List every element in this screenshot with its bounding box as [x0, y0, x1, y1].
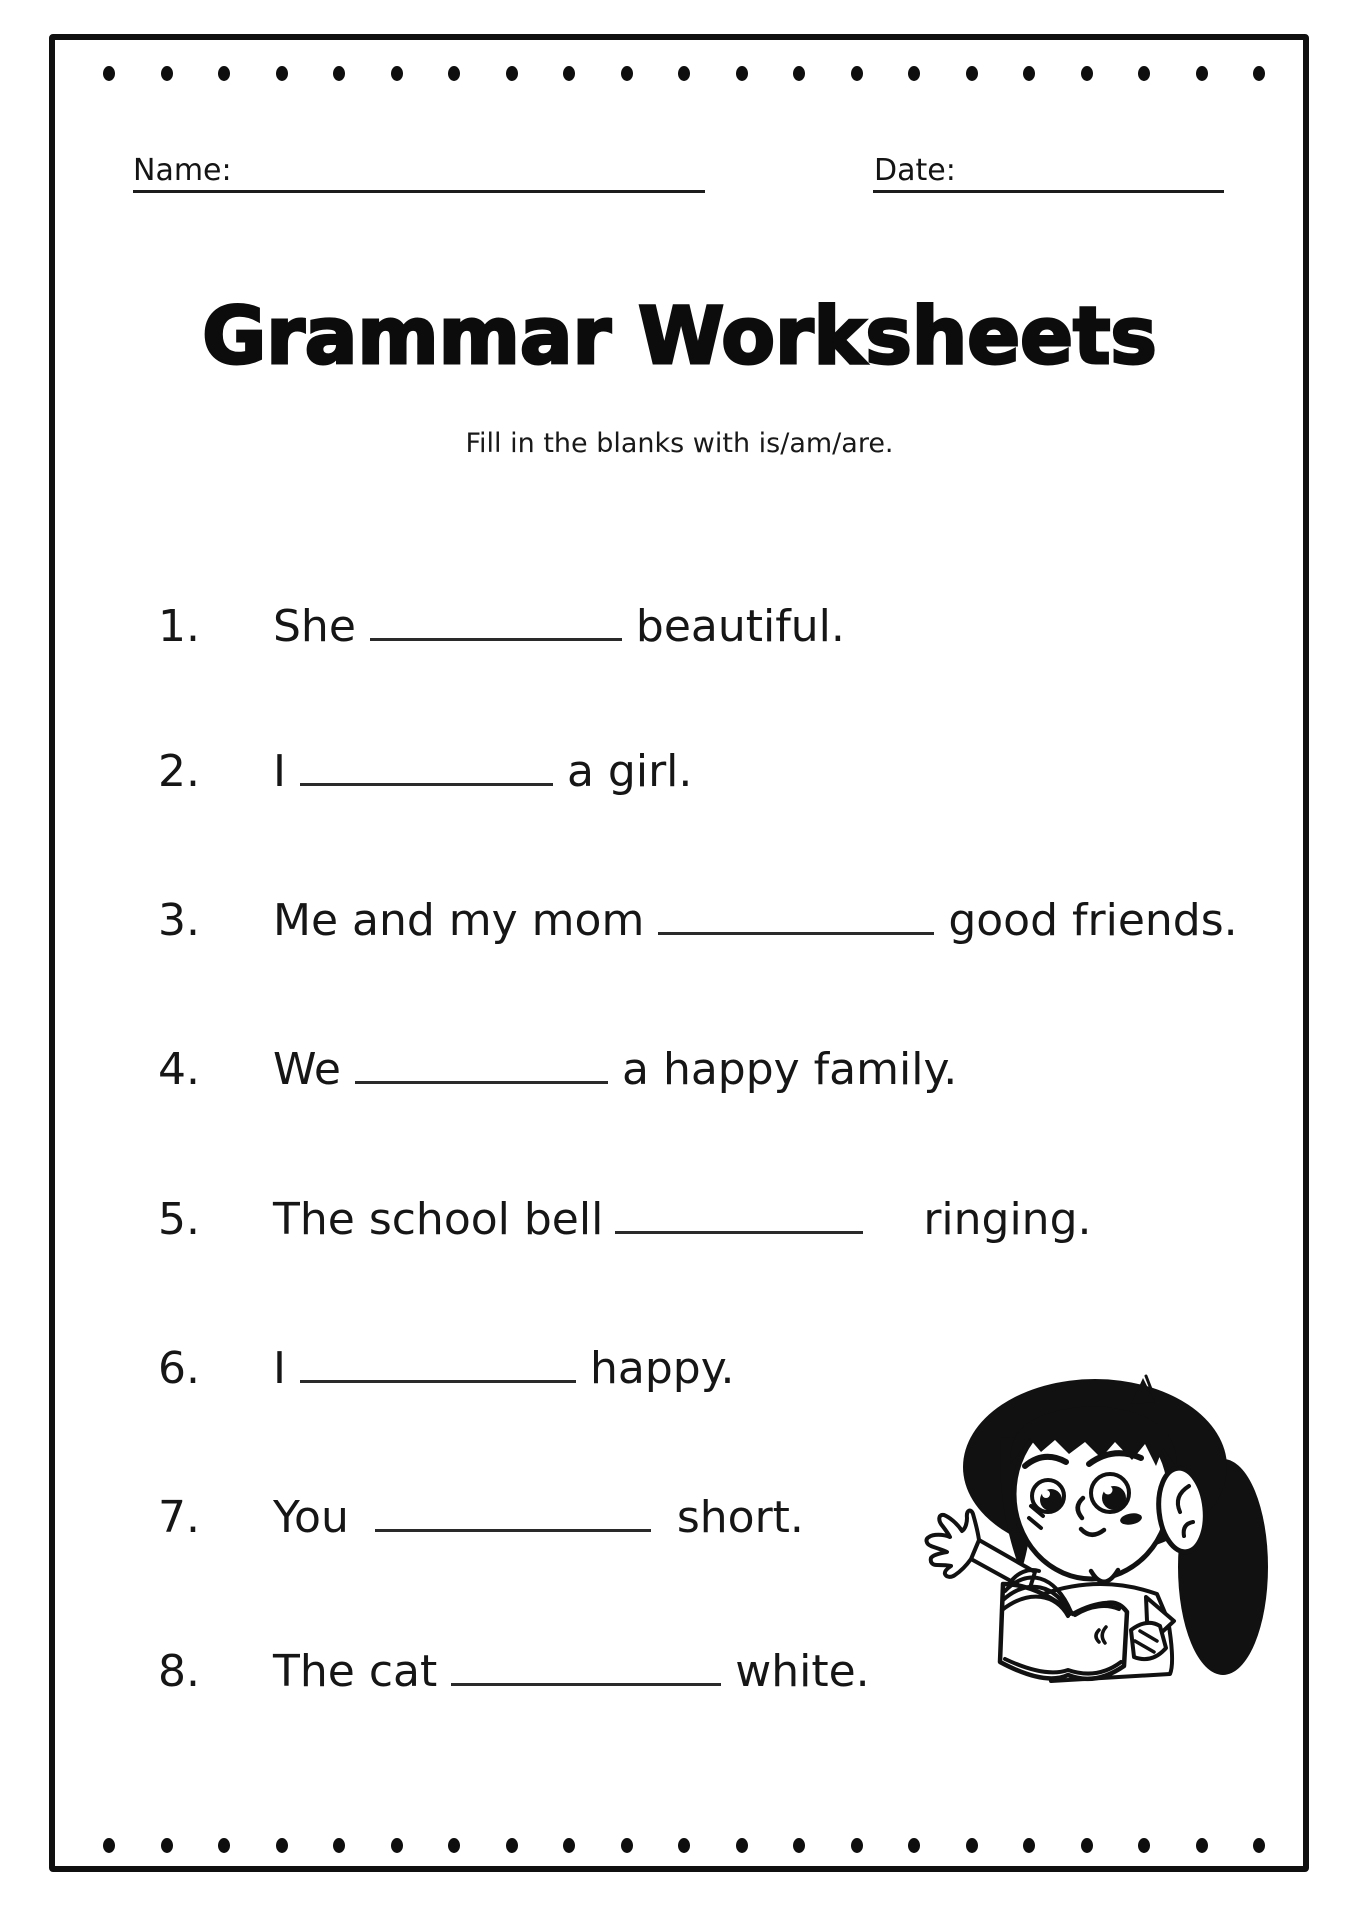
question-text-pre: We — [273, 1044, 341, 1095]
answer-blank[interactable] — [300, 783, 553, 786]
girl-illustration — [905, 1372, 1275, 1692]
name-label: Name: — [133, 153, 232, 188]
answer-blank[interactable] — [615, 1231, 863, 1234]
question-text-pre: The school bell — [273, 1194, 604, 1245]
question-row — [158, 895, 1238, 959]
question-row — [158, 601, 845, 665]
question-text-pre: I — [273, 1343, 286, 1394]
question-text-post: a girl. — [566, 746, 693, 797]
answer-blank[interactable] — [370, 638, 622, 641]
question-text-pre: I — [273, 746, 286, 797]
question-text-post: happy. — [589, 1343, 735, 1394]
question-text-post: short. — [676, 1492, 804, 1543]
question-number: 8. — [158, 1646, 200, 1697]
question-row — [158, 1194, 1092, 1258]
question-text-post: good friends. — [948, 895, 1238, 946]
question-row — [158, 746, 692, 810]
question-text-post: beautiful. — [635, 601, 845, 652]
question-number: 3. — [158, 895, 200, 946]
answer-blank[interactable] — [375, 1529, 651, 1532]
question-number: 6. — [158, 1343, 200, 1394]
answer-blank[interactable] — [300, 1380, 576, 1383]
question-text-pre: The cat — [273, 1646, 438, 1697]
answer-blank[interactable] — [451, 1683, 721, 1686]
date-label: Date: — [874, 153, 956, 188]
question-number: 4. — [158, 1044, 200, 1095]
instructions-text: Fill in the blanks with is/am/are. — [465, 428, 894, 459]
question-text-pre: You — [273, 1492, 349, 1543]
question-text-post: white. — [735, 1646, 870, 1697]
question-row — [158, 1646, 870, 1710]
answer-blank[interactable] — [658, 932, 934, 935]
answer-blank[interactable] — [355, 1081, 608, 1084]
question-text-pre: Me and my mom — [273, 895, 645, 946]
question-text-post: a happy family. — [622, 1044, 958, 1095]
question-number: 1. — [158, 601, 200, 652]
question-row — [158, 1492, 804, 1556]
question-number: 7. — [158, 1492, 200, 1543]
question-text-pre: She — [273, 601, 356, 652]
question-row — [158, 1044, 957, 1108]
page-title: Grammar Worksheets — [202, 292, 1157, 382]
question-number: 5. — [158, 1194, 200, 1245]
question-row — [158, 1343, 734, 1407]
question-number: 2. — [158, 746, 200, 797]
question-text-post: ringing. — [923, 1194, 1092, 1245]
